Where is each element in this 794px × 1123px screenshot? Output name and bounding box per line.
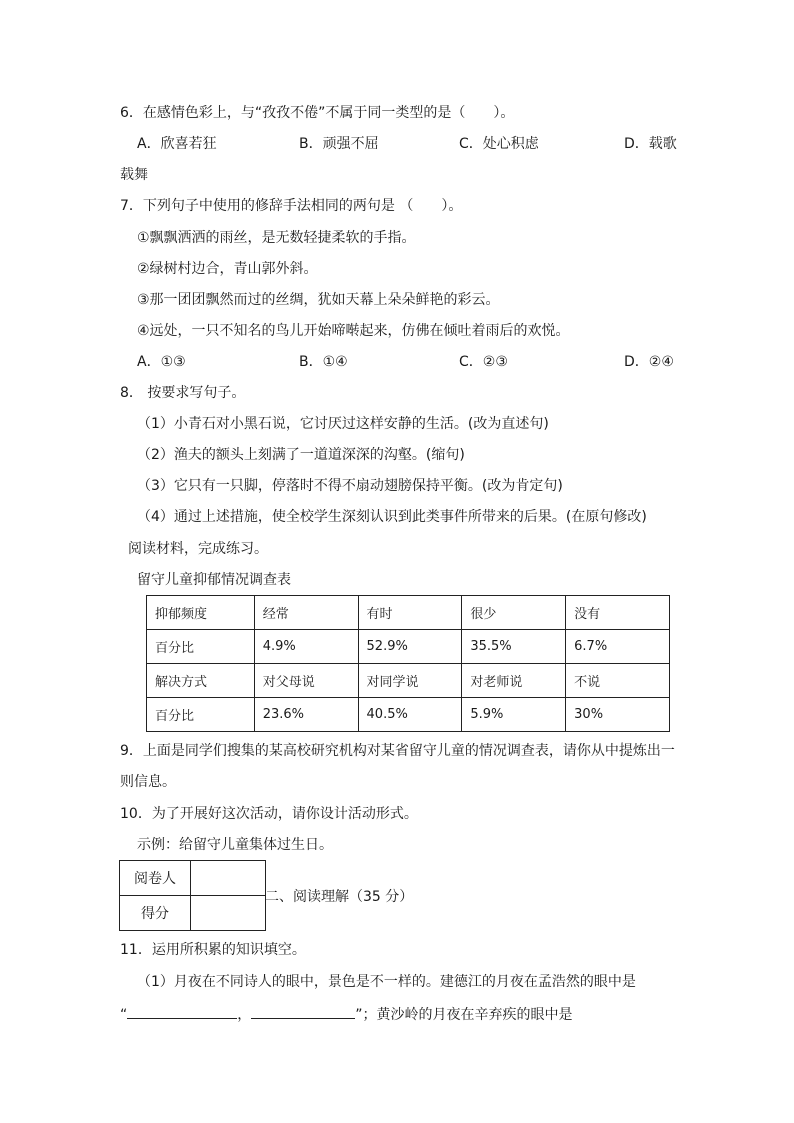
score-blank (191, 896, 266, 931)
q7-option-c: C．②③ (459, 354, 508, 370)
table-row (120, 861, 266, 896)
q9-line-2: 则信息。 (120, 774, 176, 790)
table-row (120, 896, 266, 931)
q7-sentence-1: ①飘飘洒洒的雨丝，是无数轻捷柔软的手指。 (137, 230, 416, 246)
q8-stem: 8． 按要求写句子。 (120, 385, 246, 401)
q8-item-3: （3）它只有一只脚，停落时不得不扇动翅膀保持平衡。(改为肯定句) (137, 478, 563, 494)
comma: ， (237, 1007, 252, 1023)
table-title: 留守儿童抑郁情况调查表 (137, 572, 291, 588)
q11-part1-tail: ”；黄沙岭的月夜在辛弃疾的眼中是 (355, 1007, 573, 1023)
table-row (147, 664, 670, 698)
q8-item-4: （4）通过上述措施，使全校学生深刻认识到此类事件所带来的后果。(在原句修改) (137, 509, 647, 525)
q7-option-b: B．①④ (299, 354, 348, 370)
q6-option-c: C．处心积虑 (459, 136, 539, 152)
table-row (147, 630, 670, 664)
table-cell: 抑郁频度 (147, 596, 255, 630)
q7-option-d: D．②④ (624, 354, 674, 370)
score-label: 得分 (120, 896, 191, 931)
survey-table (146, 595, 670, 732)
q11-stem: 11．运用所积累的知识填空。 (120, 942, 306, 958)
q8-item-1: （1）小青石对小黑石说，它讨厌过这样安静的生活。(改为直述句) (137, 416, 549, 432)
table-cell: 没有 (566, 596, 670, 630)
q10-stem: 10．为了开展好这次活动，请你设计活动形式。 (120, 806, 418, 822)
q6-option-a: A．欣喜若狂 (137, 136, 217, 152)
q6-option-b: B．顽强不屈 (299, 136, 379, 152)
answer-blank-2[interactable] (251, 1004, 355, 1019)
table-cell: 有时 (358, 596, 462, 630)
q7-sentence-3: ③那一团团飘然而过的丝绸，犹如天幕上朵朵鲜艳的彩云。 (137, 292, 500, 308)
q6-option-d-wrap: 载舞 (120, 167, 148, 183)
q9-line-1: 9．上面是同学们搜集的某高校研究机构对某省留守儿童的情况调查表，请你从中提炼出一 (120, 743, 675, 759)
q6-option-d: D．载歌 (624, 136, 677, 152)
table-cell: 52.9% (358, 630, 462, 664)
q6-stem: 6．在感情色彩上，与“孜孜不倦”不属于同一类型的是（ ）。 (120, 105, 515, 121)
table-cell: 6.7% (566, 630, 670, 664)
reviewer-label: 阅卷人 (120, 861, 191, 896)
table-cell: 对同学说 (358, 664, 462, 698)
q7-sentence-2: ②绿树村边合，青山郭外斜。 (137, 261, 318, 277)
q7-option-a: A．①③ (137, 354, 186, 370)
table-cell: 4.9% (254, 630, 358, 664)
grader-box (119, 860, 266, 931)
table-cell: 23.6% (254, 698, 358, 732)
section-heading: 二、阅读理解（35 分） (265, 889, 414, 905)
q11-part1-line1: （1）月夜在不同诗人的眼中，景色是不一样的。建德江的月夜在孟浩然的眼中是 (137, 974, 636, 990)
table-cell: 40.5% (358, 698, 462, 732)
table-cell: 5.9% (462, 698, 566, 732)
open-quote: “ (120, 1007, 128, 1023)
table-cell: 不说 (566, 664, 670, 698)
table-cell: 解决方式 (147, 664, 255, 698)
table-cell: 百分比 (147, 698, 255, 732)
reading-intro: 阅读材料，完成练习。 (128, 541, 268, 557)
table-cell: 对老师说 (462, 664, 566, 698)
table-cell: 百分比 (147, 630, 255, 664)
table-cell: 对父母说 (254, 664, 358, 698)
table-row (147, 698, 670, 732)
table-cell: 经常 (254, 596, 358, 630)
answer-blank-1[interactable] (127, 1004, 237, 1019)
q7-sentence-4: ④远处，一只不知名的鸟儿开始啼啭起来，仿佛在倾吐着雨后的欢悦。 (137, 323, 570, 339)
table-row (147, 596, 670, 630)
q10-example: 示例：给留守儿童集体过生日。 (137, 837, 333, 853)
reviewer-blank (191, 861, 266, 896)
table-cell: 35.5% (462, 630, 566, 664)
q8-item-2: （2）渔夫的额头上刻满了一道道深深的沟壑。(缩句) (137, 447, 465, 463)
q7-stem: 7．下列句子中使用的修辞手法相同的两句是 （ ）。 (120, 198, 463, 214)
table-cell: 30% (566, 698, 670, 732)
table-cell: 很少 (462, 596, 566, 630)
q11-part1-line2 (120, 1004, 573, 1024)
